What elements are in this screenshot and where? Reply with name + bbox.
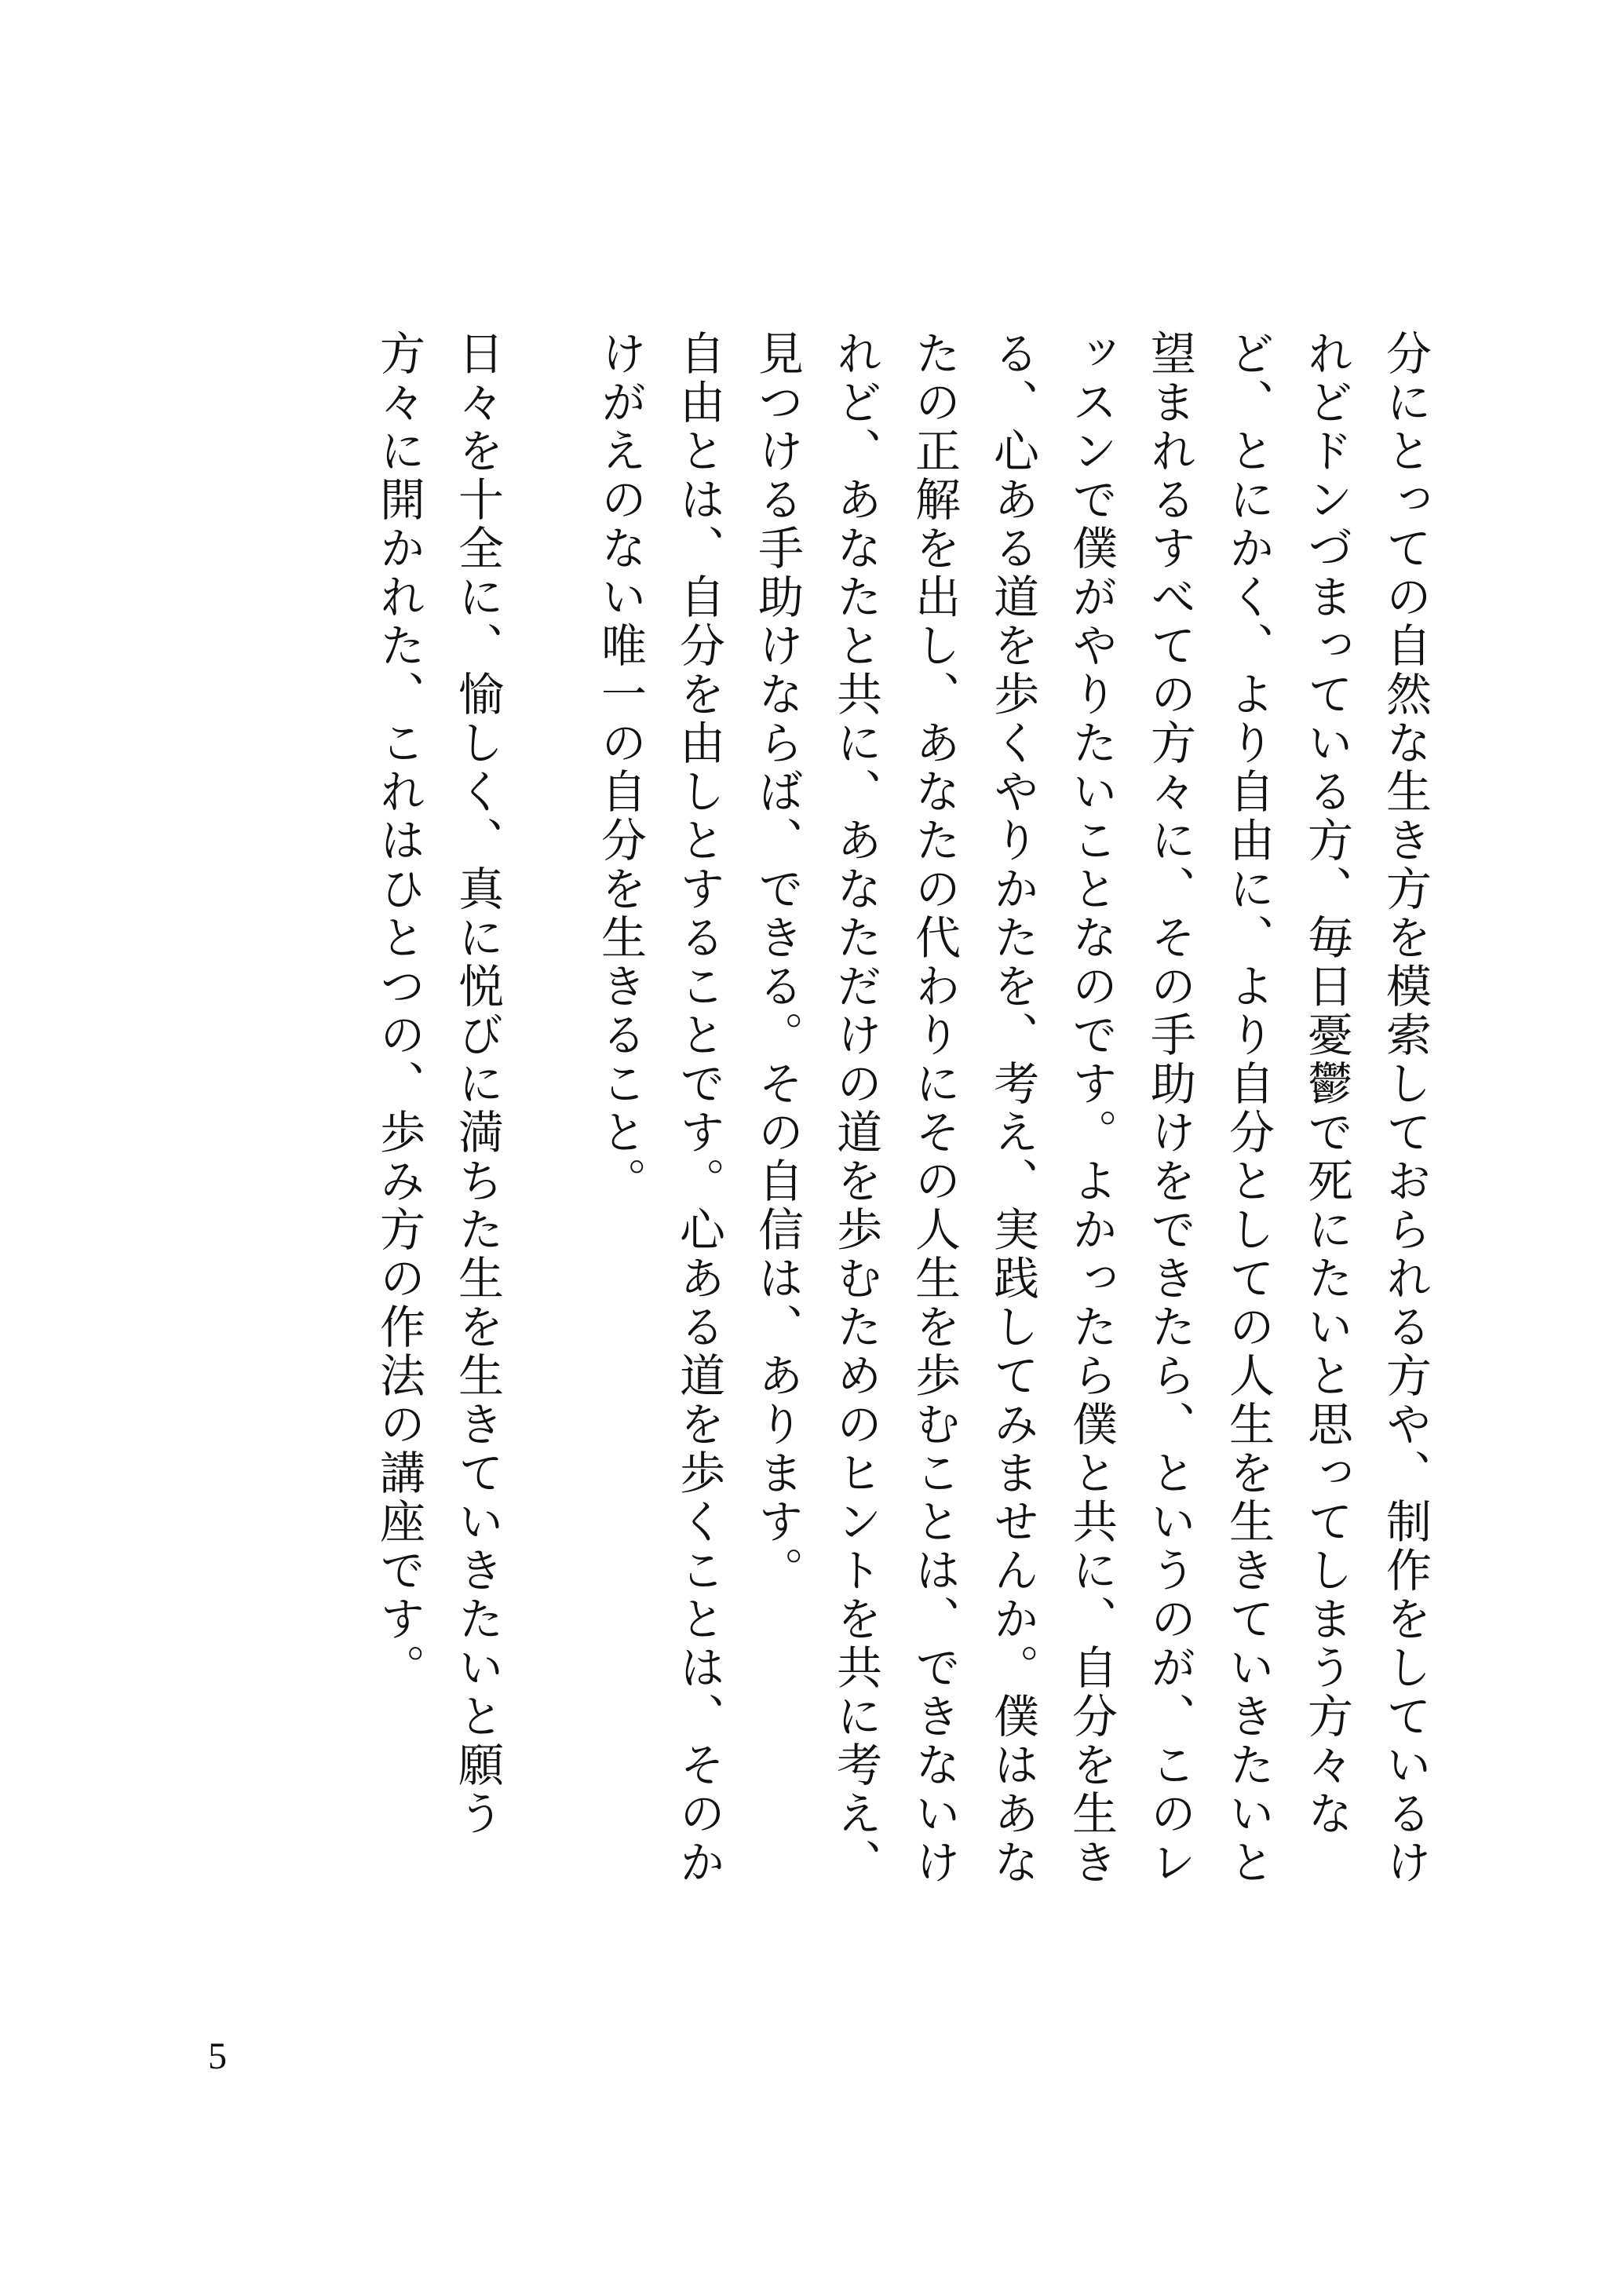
paragraph-3: 日々を十全に、愉しく、真に悦びに満ちた生を生きていきたいと願う方々に開かれた、これはひとつの、歩み方の作法の講座です。 — [372, 330, 504, 1838]
vertical-text-body — [345, 330, 1444, 1900]
page-number: 5 — [208, 2035, 227, 2077]
paragraph-2: 自由とは、自分を由しとすることです。心ある道を歩くことは、そのかけがえのない唯一の自分を生きること。 — [593, 330, 725, 1887]
paragraph-1: 分にとっての自然な生き方を模索しておられる方や、制作をしているけれどドンづまっている方、毎日憂鬱で死にたいと思ってしまう方々など、とにかく、より自由に、より自分としての人生を生きていきたいと望まれるすべての方々に、その手助けをできたら、というのが、このレッスンで僕がやりたいことなのです。よかったら僕と共に、自分を生きる、心ある道を歩くやりかたを、考え、実践してみませんか。僕はあなたの正解を出し、あなたの代わりにその人生を歩むことは、できないけれど、あなたと共に、あなただけの道を歩むためのヒントを共に考え、見つける手助けならば、できる。その自信は、あります。 — [750, 330, 1432, 1887]
